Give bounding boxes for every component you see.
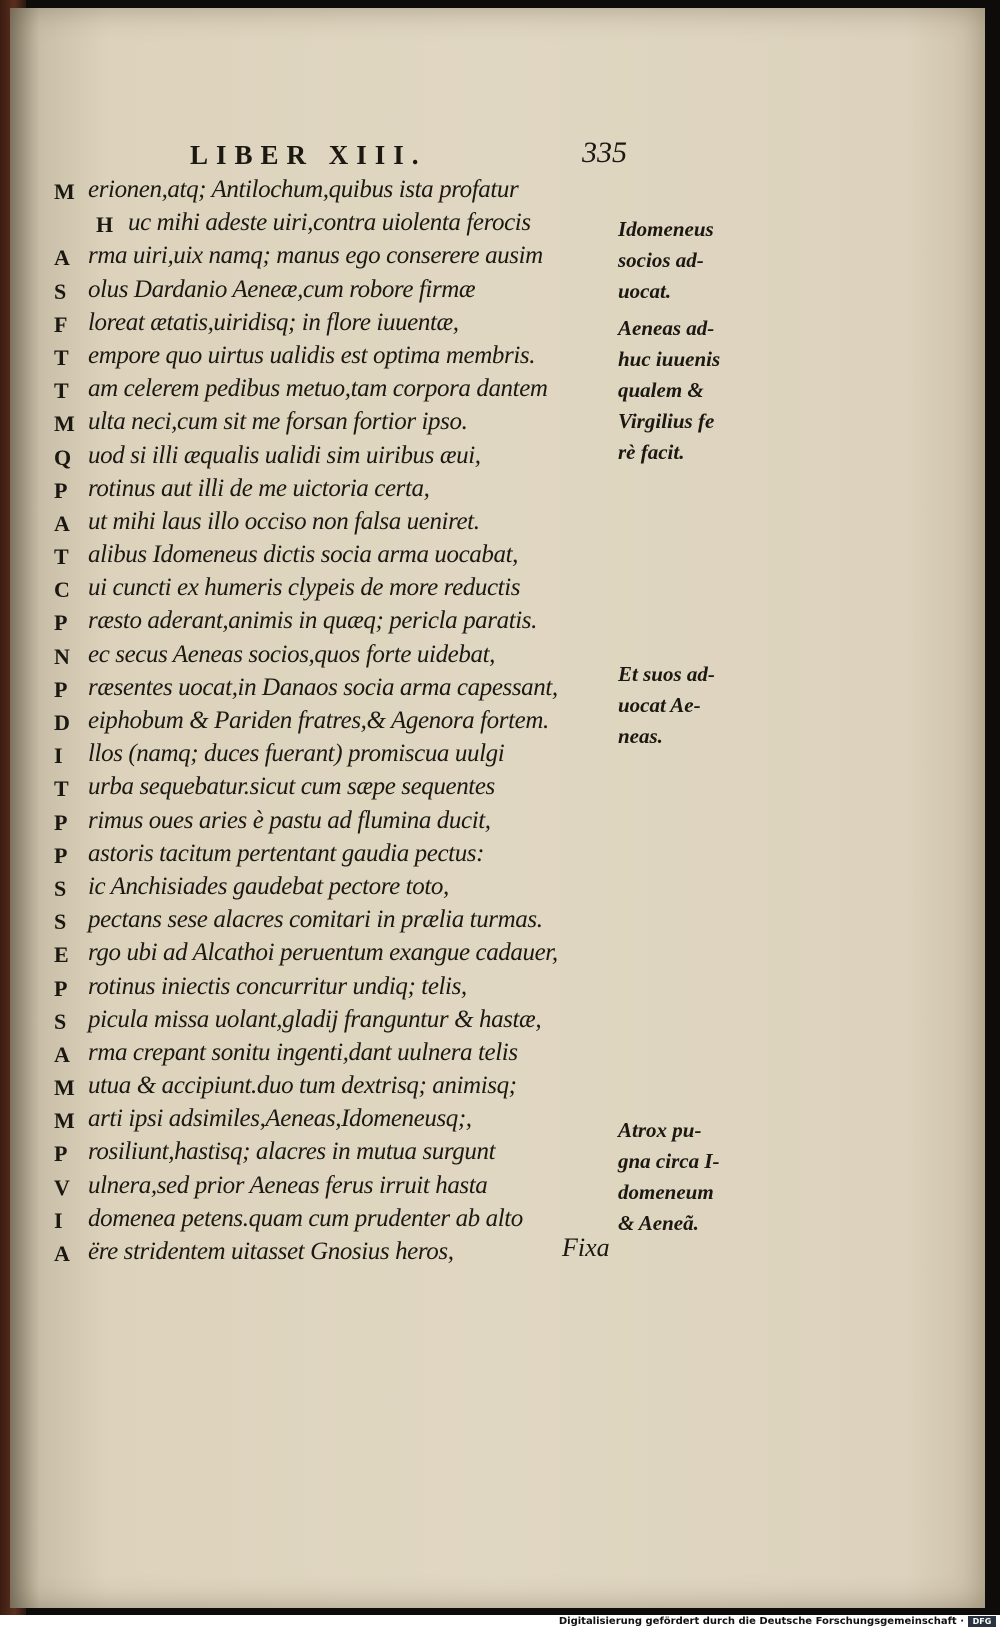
verse-line bbox=[54, 408, 594, 441]
verse-block bbox=[54, 176, 594, 1271]
verse-text: ëre stridentem uitasset Gnosius heros, bbox=[88, 1238, 454, 1265]
verse-initial: P bbox=[54, 477, 68, 503]
verse-initial: S bbox=[54, 278, 67, 304]
verse-line bbox=[54, 209, 594, 242]
verse-initial: S bbox=[54, 909, 67, 935]
verse-line bbox=[54, 1138, 594, 1171]
verse-initial: A bbox=[54, 1041, 70, 1067]
verse-initial: Q bbox=[54, 444, 72, 470]
verse-line bbox=[54, 607, 594, 640]
verse-text: pectans sese alacres comitari in prælia turmas. bbox=[88, 906, 543, 934]
verse-line bbox=[54, 873, 594, 906]
marginal-gloss bbox=[618, 214, 738, 307]
verse-initial: A bbox=[54, 510, 70, 536]
verse-initial: S bbox=[54, 1008, 67, 1034]
verse-initial: V bbox=[54, 1174, 70, 1200]
verse-initial: S bbox=[54, 875, 67, 901]
verse-text: arti ipsi adsimiles,Aeneas,Idomeneusq;, bbox=[88, 1105, 472, 1133]
gloss-line: Idomeneus bbox=[618, 217, 714, 241]
marginal-gloss bbox=[618, 313, 738, 468]
gloss-line: Virgilius fe bbox=[618, 409, 715, 433]
verse-line bbox=[54, 508, 594, 541]
verse-line bbox=[54, 807, 594, 840]
verse-line bbox=[54, 242, 594, 275]
footer-bar bbox=[0, 1615, 1000, 1628]
page-header bbox=[190, 136, 660, 176]
verse-text: ræsto aderant,animis in quæq; pericla paratis. bbox=[88, 607, 537, 635]
verse-text: llos (namq; duces fuerant) promiscua uulgi bbox=[88, 740, 505, 768]
verse-line bbox=[54, 574, 594, 607]
verse-line bbox=[54, 541, 594, 574]
verse-text: rosiliunt,hastisq; alacres in mutua surgunt bbox=[88, 1138, 496, 1166]
verse-line bbox=[54, 740, 594, 773]
verse-text: rma crepant sonitu ingenti,dant uulnera telis bbox=[88, 1038, 518, 1066]
verse-line bbox=[54, 1039, 594, 1072]
verse-initial: P bbox=[54, 975, 68, 1001]
verse-line bbox=[54, 674, 594, 707]
verse-initial: F bbox=[54, 311, 68, 337]
catchword: Fixa bbox=[562, 1233, 610, 1262]
marginal-gloss bbox=[618, 659, 738, 752]
gloss-line: & Aeneã. bbox=[618, 1211, 699, 1235]
verse-initial: P bbox=[54, 842, 68, 868]
verse-initial: T bbox=[54, 544, 69, 570]
gloss-line: neas. bbox=[618, 724, 663, 748]
gloss-line: huc iuuenis bbox=[618, 347, 721, 371]
verse-initial: P bbox=[54, 809, 68, 835]
verse-line bbox=[54, 840, 594, 873]
verse-line bbox=[54, 939, 594, 972]
verse-initial: P bbox=[54, 676, 68, 702]
verse-text: ulta neci,cum sit me forsan fortior ipso. bbox=[88, 408, 468, 436]
verse-initial: T bbox=[54, 776, 69, 802]
verse-initial: M bbox=[54, 179, 75, 204]
verse-text: ic Anchisiades gaudebat pectore toto, bbox=[88, 872, 449, 900]
verse-line bbox=[54, 342, 594, 375]
gloss-line: socios ad- bbox=[618, 248, 704, 272]
verse-text: eiphobum & Pariden fratres,& Agenora fortem. bbox=[88, 707, 549, 734]
verse-line bbox=[54, 309, 594, 342]
verse-text: ec secus Aeneas socios,quos forte uidebat, bbox=[88, 640, 495, 668]
verse-initial: P bbox=[54, 1141, 68, 1167]
verse-text: picula missa uolant,gladij franguntur & hastæ, bbox=[88, 1005, 542, 1033]
verse-text: urba sequebatur.sicut cum sæpe sequentes bbox=[88, 773, 495, 801]
verse-line bbox=[54, 1105, 594, 1138]
verse-text: rotinus iniectis concurritur undiq; telis, bbox=[88, 972, 467, 1000]
verse-text: rimus oues aries è pastu ad flumina ducit, bbox=[88, 806, 491, 834]
verse-line bbox=[54, 973, 594, 1006]
verse-initial: E bbox=[54, 942, 69, 968]
verse-text: rgo ubi ad Alcathoi peruentum exangue cadauer, bbox=[88, 939, 558, 967]
verse-text: astoris tacitum pertentant gaudia pectus: bbox=[88, 839, 485, 867]
page-number: 335 bbox=[582, 136, 627, 169]
verse-line bbox=[54, 1072, 594, 1105]
verse-initial: T bbox=[54, 378, 69, 404]
gloss-line: Aeneas ad- bbox=[618, 316, 715, 340]
gloss-line: domeneum bbox=[618, 1180, 714, 1204]
verse-line bbox=[54, 1172, 594, 1205]
gloss-line: Atrox pu- bbox=[618, 1118, 702, 1142]
verse-line bbox=[54, 906, 594, 939]
verse-initial: M bbox=[54, 1075, 75, 1101]
verse-line bbox=[54, 475, 594, 508]
gloss-line: uocat. bbox=[618, 279, 672, 303]
verse-text: empore quo uirtus ualidis est optima membris. bbox=[88, 341, 536, 369]
verse-text: uc mihi adeste uiri,contra uiolenta ferocis bbox=[128, 209, 531, 237]
verse-initial: P bbox=[54, 610, 68, 636]
verse-line bbox=[54, 1238, 594, 1271]
verse-line bbox=[54, 641, 594, 674]
book-page bbox=[10, 8, 985, 1608]
verse-text: domenea petens.quam cum prudenter ab alto bbox=[88, 1204, 523, 1232]
verse-text: alibus Idomeneus dictis socia arma uocabat, bbox=[88, 541, 518, 569]
verse-initial: H bbox=[96, 212, 114, 238]
dfg-logo: DFG bbox=[968, 1616, 996, 1627]
verse-line bbox=[54, 1205, 594, 1238]
verse-line bbox=[54, 773, 594, 806]
verse-initial: M bbox=[54, 411, 75, 437]
verse-initial: N bbox=[54, 643, 70, 669]
verse-text: utua & accipiunt.duo tum dextrisq; animisq; bbox=[88, 1072, 517, 1100]
verse-initial: A bbox=[54, 1241, 70, 1266]
gloss-line: qualem & bbox=[618, 378, 704, 402]
verse-text: uod si illi æqualis ualidi sim uiribus æui, bbox=[88, 441, 481, 469]
verse-line bbox=[54, 176, 594, 209]
verse-text: am celerem pedibus metuo,tam corpora dantem bbox=[88, 375, 548, 403]
verse-text: erionen,atq; Antilochum,quibus ista profatur bbox=[88, 176, 519, 203]
verse-text: rma uiri,uix namq; manus ego conserere ausim bbox=[88, 242, 543, 270]
verse-line bbox=[54, 375, 594, 408]
verse-text: ut mihi laus illo occiso non falsa ueniret. bbox=[88, 507, 480, 535]
gloss-line: Et suos ad- bbox=[618, 662, 715, 686]
verse-initial: A bbox=[54, 245, 70, 271]
verse-line bbox=[54, 442, 594, 475]
verse-text: loreat ætatis,uiridisq; in flore iuuentæ, bbox=[88, 308, 459, 336]
verse-text: ulnera,sed prior Aeneas ferus irruit hasta bbox=[88, 1171, 488, 1199]
gloss-line: rè facit. bbox=[618, 440, 685, 464]
verse-initial: I bbox=[54, 1207, 63, 1233]
verse-text: olus Dardanio Aeneæ,cum robore firmæ bbox=[88, 275, 476, 303]
gloss-line: gna circa I- bbox=[618, 1149, 720, 1173]
verse-initial: C bbox=[54, 577, 70, 603]
verse-initial: I bbox=[54, 743, 63, 769]
verse-initial: M bbox=[54, 1108, 75, 1134]
verse-text: ui cuncti ex humeris clypeis de more reductis bbox=[88, 574, 521, 602]
verse-line bbox=[54, 1006, 594, 1039]
verse-initial: D bbox=[54, 710, 70, 735]
gloss-line: uocat Ae- bbox=[618, 693, 701, 717]
funding-credit: Digitalisierung gefördert durch die Deutsche Forschungsgemeinschaft · bbox=[558, 1616, 964, 1627]
verse-initial: T bbox=[54, 344, 69, 370]
verse-text: rotinus aut illi de me uictoria certa, bbox=[88, 474, 430, 502]
running-title: LIBER XIII. bbox=[190, 140, 427, 170]
verse-line bbox=[54, 707, 594, 740]
verse-line bbox=[54, 276, 594, 309]
marginal-gloss bbox=[618, 1115, 738, 1239]
verse-text: ræsentes uocat,in Danaos socia arma capessant, bbox=[88, 673, 558, 701]
